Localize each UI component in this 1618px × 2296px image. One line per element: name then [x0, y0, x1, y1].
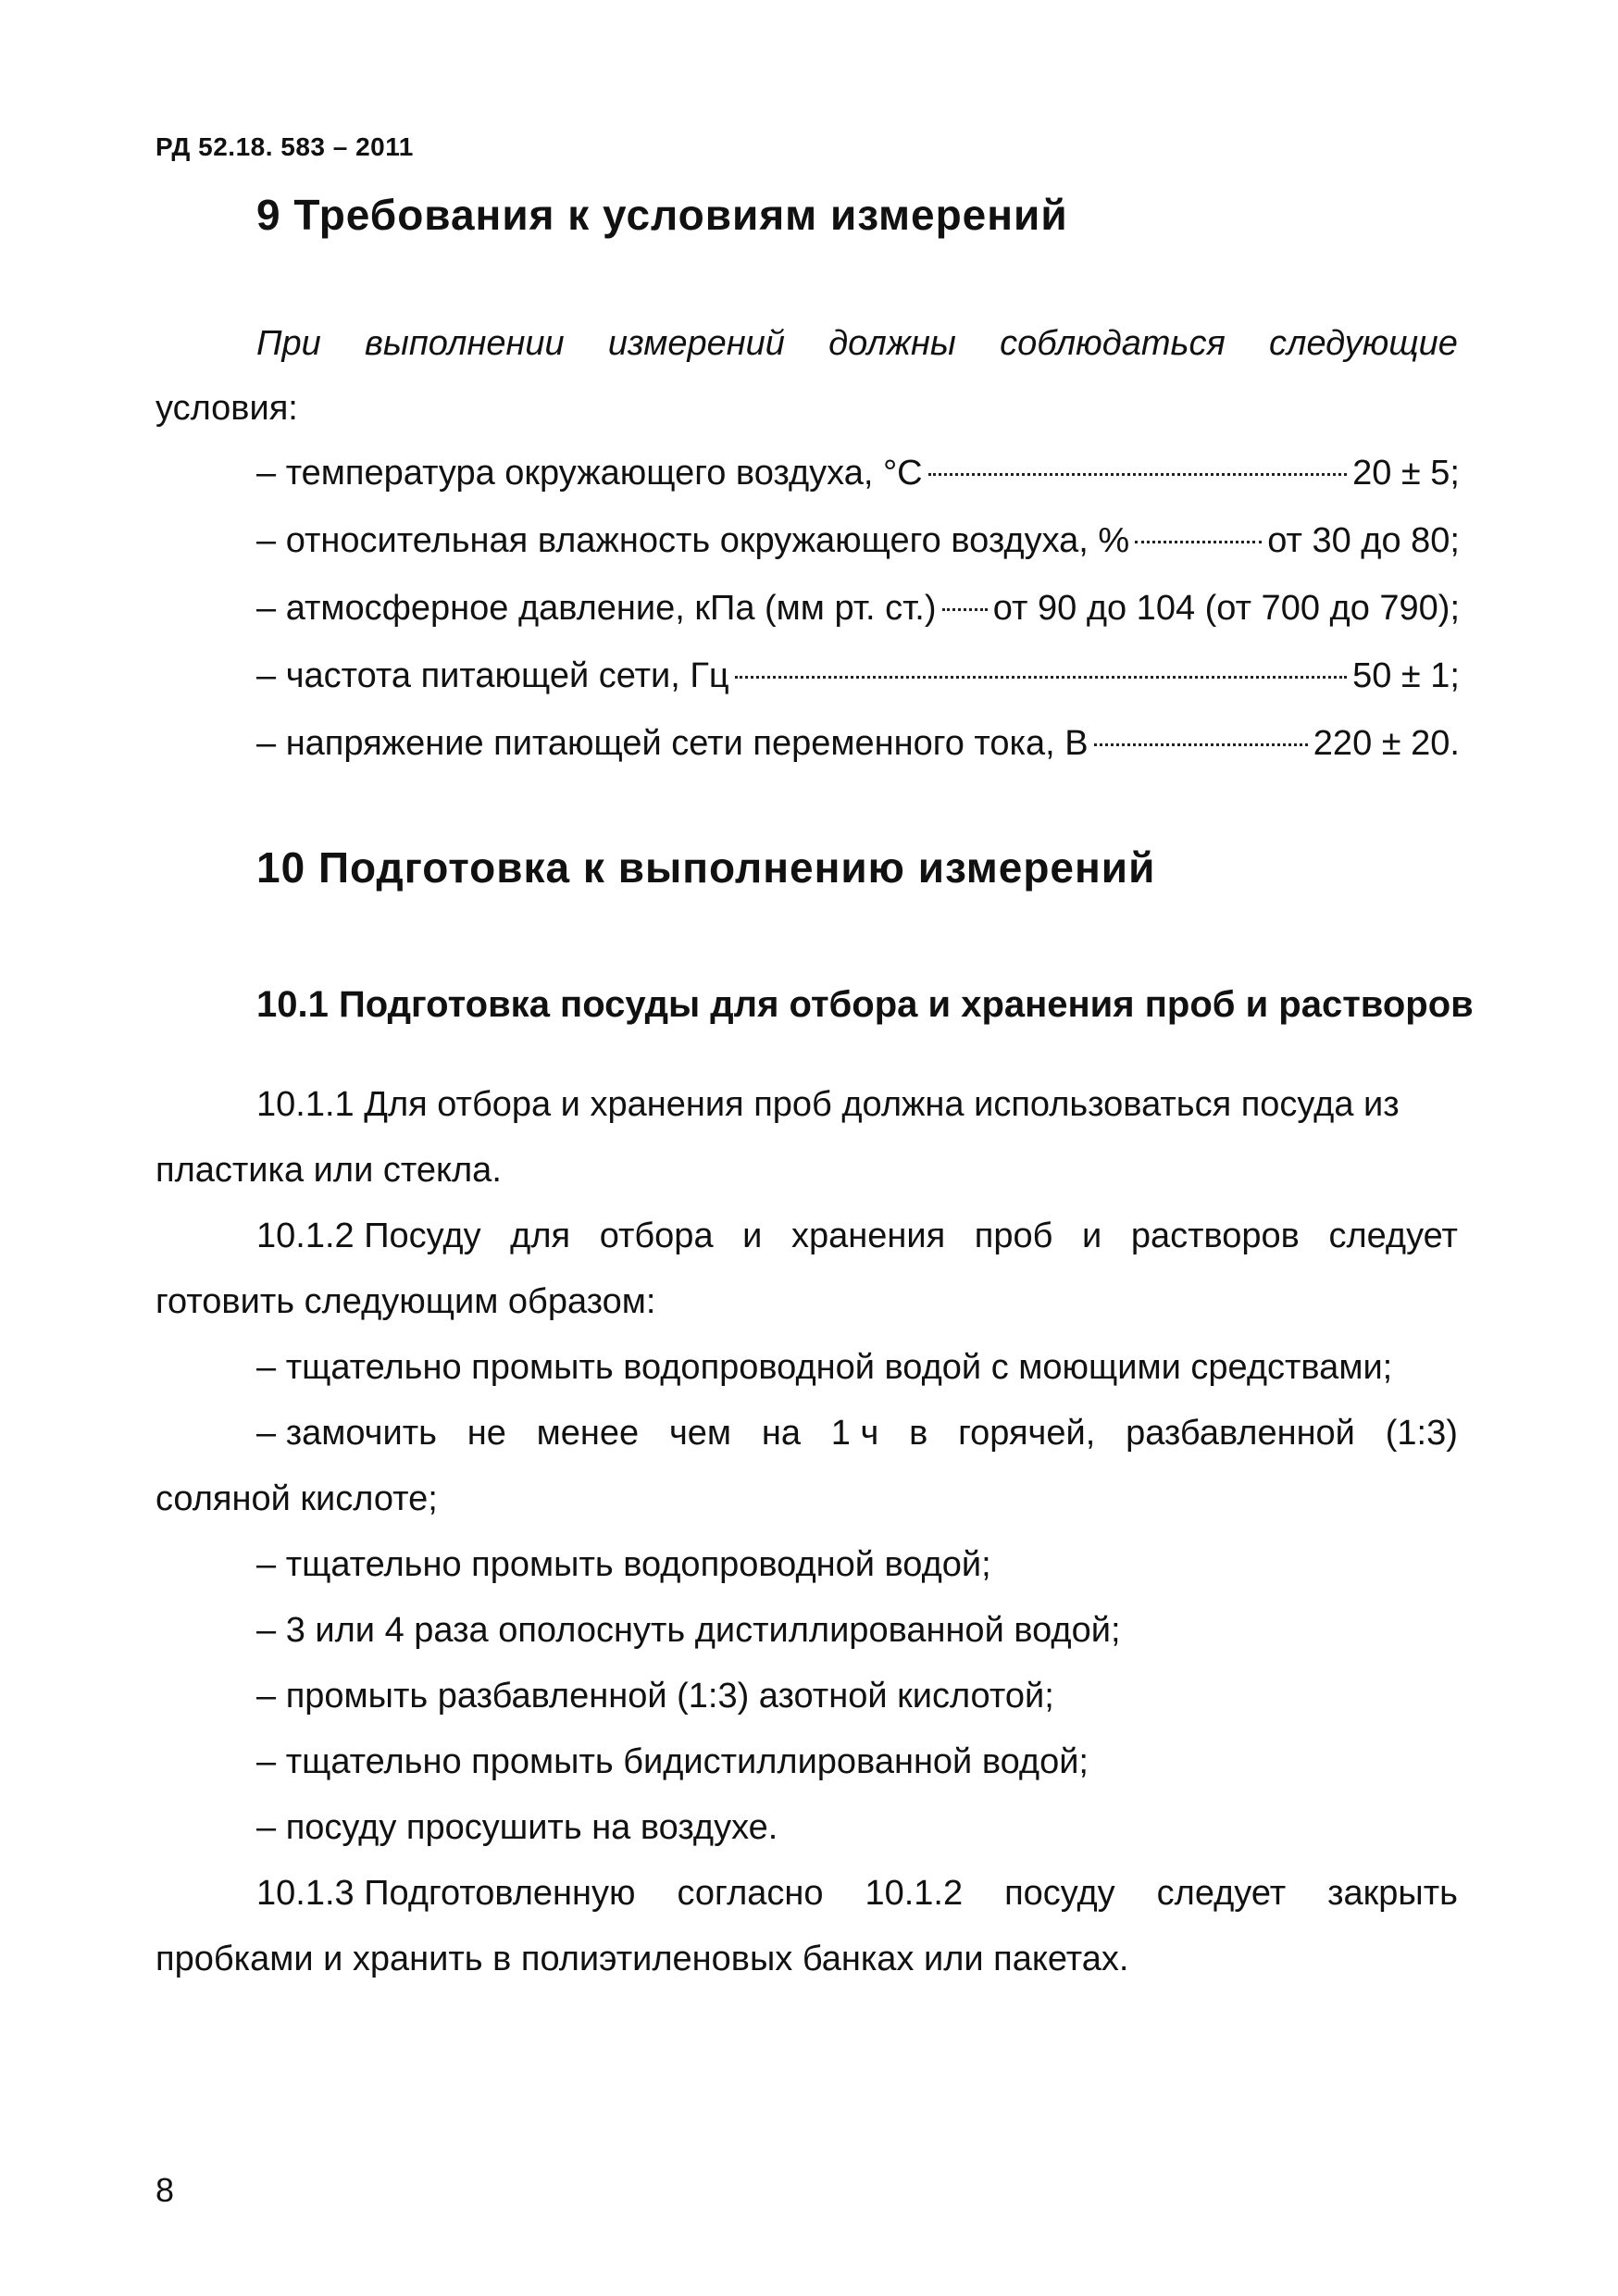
step-item: – тщательно промыть водопроводной водой;	[256, 1545, 991, 1584]
condition-row	[256, 656, 1460, 696]
intro-word: При	[256, 324, 321, 363]
step-item: – посуду просушить на воздухе.	[256, 1808, 778, 1847]
step-item: – тщательно промыть бидистиллированной водой;	[256, 1742, 1089, 1781]
intro-word: измерений	[607, 324, 785, 363]
word: растворов	[1130, 1217, 1300, 1255]
word: согласно	[677, 1874, 824, 1913]
condition-value: 20 ± 5;	[1352, 454, 1460, 493]
condition-value: от 90 до 104 (от 700 до 790);	[992, 589, 1460, 628]
paragraph-10-1-3-line1	[256, 1874, 1458, 1914]
word: на	[761, 1414, 801, 1453]
condition-value: от 30 до 80;	[1267, 521, 1460, 560]
step-item-justified	[256, 1414, 1458, 1454]
word: разбавленной	[1126, 1414, 1355, 1453]
word: и	[742, 1217, 763, 1255]
condition-value: 50 ± 1;	[1352, 656, 1460, 695]
condition-row	[256, 454, 1460, 493]
word: – замочить	[256, 1414, 437, 1453]
paragraph-10-1-1-line1: 10.1.1 Для отбора и хранения проб должна использоваться посуда из	[256, 1085, 1400, 1124]
intro-word: выполнении	[365, 324, 565, 363]
step-item: – тщательно промыть водопроводной водой с моющими средствами;	[256, 1348, 1393, 1387]
paragraph-10-1-3-line2: пробками и хранить в полиэтиленовых банках или пакетах.	[156, 1940, 1129, 1978]
word: для	[510, 1217, 571, 1255]
section-10-1-heading: 10.1 Подготовка посуды для отбора и хранения проб и растворов	[256, 984, 1474, 1025]
paragraph-10-1-1-line2: пластика или стекла.	[156, 1151, 502, 1190]
condition-label: – напряжение питающей сети переменного тока, В	[256, 724, 1089, 763]
condition-label: – температура окружающего воздуха, °С	[256, 454, 923, 493]
paragraph-10-1-2-line2: готовить следующим образом:	[156, 1282, 656, 1321]
word: (1:3)	[1385, 1414, 1458, 1453]
word: в	[909, 1414, 928, 1453]
dot-leader	[942, 608, 988, 611]
dot-leader	[928, 473, 1347, 476]
word: 10.1.2 Посуду	[256, 1217, 481, 1255]
word: горячей,	[958, 1414, 1096, 1453]
intro-word: соблюдаться	[1000, 324, 1226, 363]
page-number: 8	[156, 2171, 175, 2209]
condition-label: – атмосферное давление, кПа (мм рт. ст.)	[256, 589, 937, 628]
dot-leader	[1135, 541, 1262, 543]
word: менее	[536, 1414, 640, 1453]
condition-row	[256, 589, 1460, 629]
section-9-heading: 9 Требования к условиям измерений	[256, 191, 1068, 239]
step-item: – 3 или 4 раза ополоснуть дистиллированной водой;	[256, 1611, 1121, 1650]
step-item-continued: соляной кислоте;	[156, 1479, 438, 1518]
word: 1 ч	[830, 1414, 879, 1453]
word: следует	[1156, 1874, 1287, 1913]
word: закрыть	[1327, 1874, 1458, 1913]
intro-word: должны	[828, 324, 956, 363]
dot-leader	[1094, 743, 1308, 746]
word: чем	[668, 1414, 732, 1453]
dot-leader	[735, 676, 1347, 679]
intro-end: условия:	[156, 389, 298, 428]
word: не	[467, 1414, 506, 1453]
word: проб	[974, 1217, 1053, 1255]
condition-label: – относительная влажность окружающего воздуха, %	[256, 521, 1130, 560]
condition-row	[256, 724, 1460, 764]
condition-row	[256, 521, 1460, 561]
word: 10.1.2	[865, 1874, 964, 1913]
word: следует	[1328, 1217, 1458, 1255]
section-10-heading: 10 Подготовка к выполнению измерений	[256, 843, 1156, 892]
document-code: РД 52.18. 583 – 2011	[156, 132, 414, 161]
step-item: – промыть разбавленной (1:3) азотной кислотой;	[256, 1677, 1054, 1716]
word: хранения	[791, 1217, 946, 1255]
condition-label: – частота питающей сети, Гц	[256, 656, 729, 695]
word: и	[1081, 1217, 1102, 1255]
intro-line	[256, 324, 1458, 364]
paragraph-10-1-2-line1	[256, 1217, 1458, 1256]
word: отбора	[599, 1217, 714, 1255]
word: посуду	[1004, 1874, 1115, 1913]
condition-value: 220 ± 20.	[1313, 724, 1460, 763]
intro-word: следующие	[1269, 324, 1458, 363]
word: 10.1.3 Подготовленную	[256, 1874, 636, 1913]
